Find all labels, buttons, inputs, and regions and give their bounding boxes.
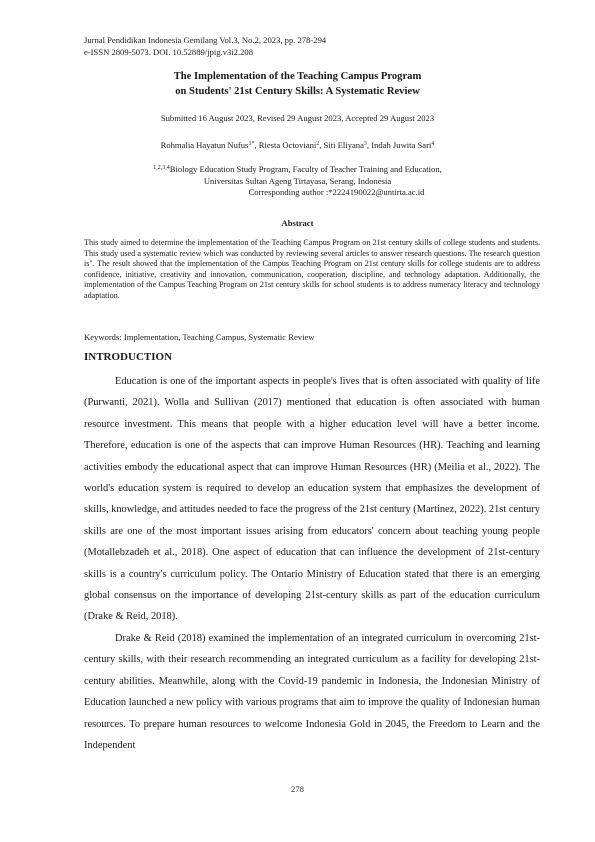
submission-dates: Submitted 16 August 2023, Revised 29 August 2023, Accepted 29 August 2023 — [160, 113, 435, 123]
author: Indah Juwita Sari$^4$ — [371, 140, 435, 150]
affiliation-line-2: Universitas Sultan Ageng Tirtayasa, Serang, Indonesia — [203, 175, 392, 186]
issn-doi: e-ISSN 2809-5073. DOI. 10.52889/jpig.v3i2.208 — [84, 47, 254, 57]
page-number: 278 — [291, 784, 304, 794]
corresponding-author: Corresponding author :*2224190022@untirta.ac.id — [248, 187, 425, 197]
title-line-1: The Implementation of the Teaching Campus Program — [173, 71, 422, 82]
abstract-heading: Abstract — [281, 218, 314, 228]
affiliation — [0, 164, 595, 199]
paragraph: Education is one of the important aspects in people's lives that is often associated with quality of life (Purwanti, 2021). Wolla and Sullivan (2017) mentioned that education is often associated with human resource investment. This means that people with a higher education level will have a better income. Therefore, education is one of the aspects that can improve Human Resources (HR). Teaching and learning activities embody the educational aspect that can improve Human Resources (HR) (Meilia et al., 2022). The world's education system is required to develop an education system that emphasizes the development of skills, knowledge, and attitudes needed to face the progress of the 21st century (Martinez, 2022). 21st century skills are one of the most important issues arising from educators' concern about teaching young people (Motallebzadeh et al., 2018). One aspect of education that can influence the development of 21st-century skills is a country's curriculum policy. The Ontario Ministry of Education stated that there is an emerging global consensus on the importance of developing 21st-century skills as part of the education curriculum (Drake & Reid, 2018). — [84, 376, 540, 623]
introduction-body — [84, 371, 540, 756]
author: Riesta Octoviani$^2$, — [258, 140, 324, 150]
affiliation-line-1: $^{1,2,3,4}$Biology Education Study Program, Faculty of Teacher Training and Education, — [153, 164, 442, 174]
keywords: Keywords: Implementation, Teaching Campus, Systematic Review — [84, 332, 315, 342]
journal-citation: Jurnal Pendidikan Indonesia Gemilang Vol.3, No.2, 2023, pp. 278-294 — [84, 35, 327, 45]
paper-title — [0, 70, 595, 99]
title-line-2: on Students' 21st Century Skills: A Systematic Review — [175, 85, 420, 97]
paragraph: Drake & Reid (2018) examined the implementation of an integrated curriculum in overcoming 21st-century skills, with their research recommending an integrated curriculum as a facility for developing 21st-century abilities. Meanwhile, along with the Covid-19 pandemic in Indonesia, the Indonesian Ministry of Education launched a new policy with various programs that aim to improve the quality of Indonesian human resources. To prepare human resources to welcome Indonesia Gold in 2045, the Freedom to Learn and the Independent — [84, 632, 540, 751]
section-heading-introduction: INTRODUCTION — [84, 351, 173, 363]
running-header — [84, 34, 326, 58]
abstract-text: This study aimed to determine the implementation of the Teaching Campus Program on 21st century skills of college students and students. This study used a systematic review which was conducted by reviewing several articles to answer research questions. The research question is". The result showed that the implementation of the Campus Teaching Program on 21st century skills for college students are to address confidence, initiative, creativity and innovation, communication, cooperation, discipline, and technology adaptation. Additionally, the implementation of the Campus Teaching Program on 21st century skills for school students is to address numeracy literacy and technology adaptation. — [84, 238, 540, 300]
author: Rohmalia Hayatun Nufus$^{1*}$, — [160, 140, 259, 150]
author: Siti Eliyana$^3$, — [323, 140, 372, 150]
author-list — [0, 140, 595, 150]
